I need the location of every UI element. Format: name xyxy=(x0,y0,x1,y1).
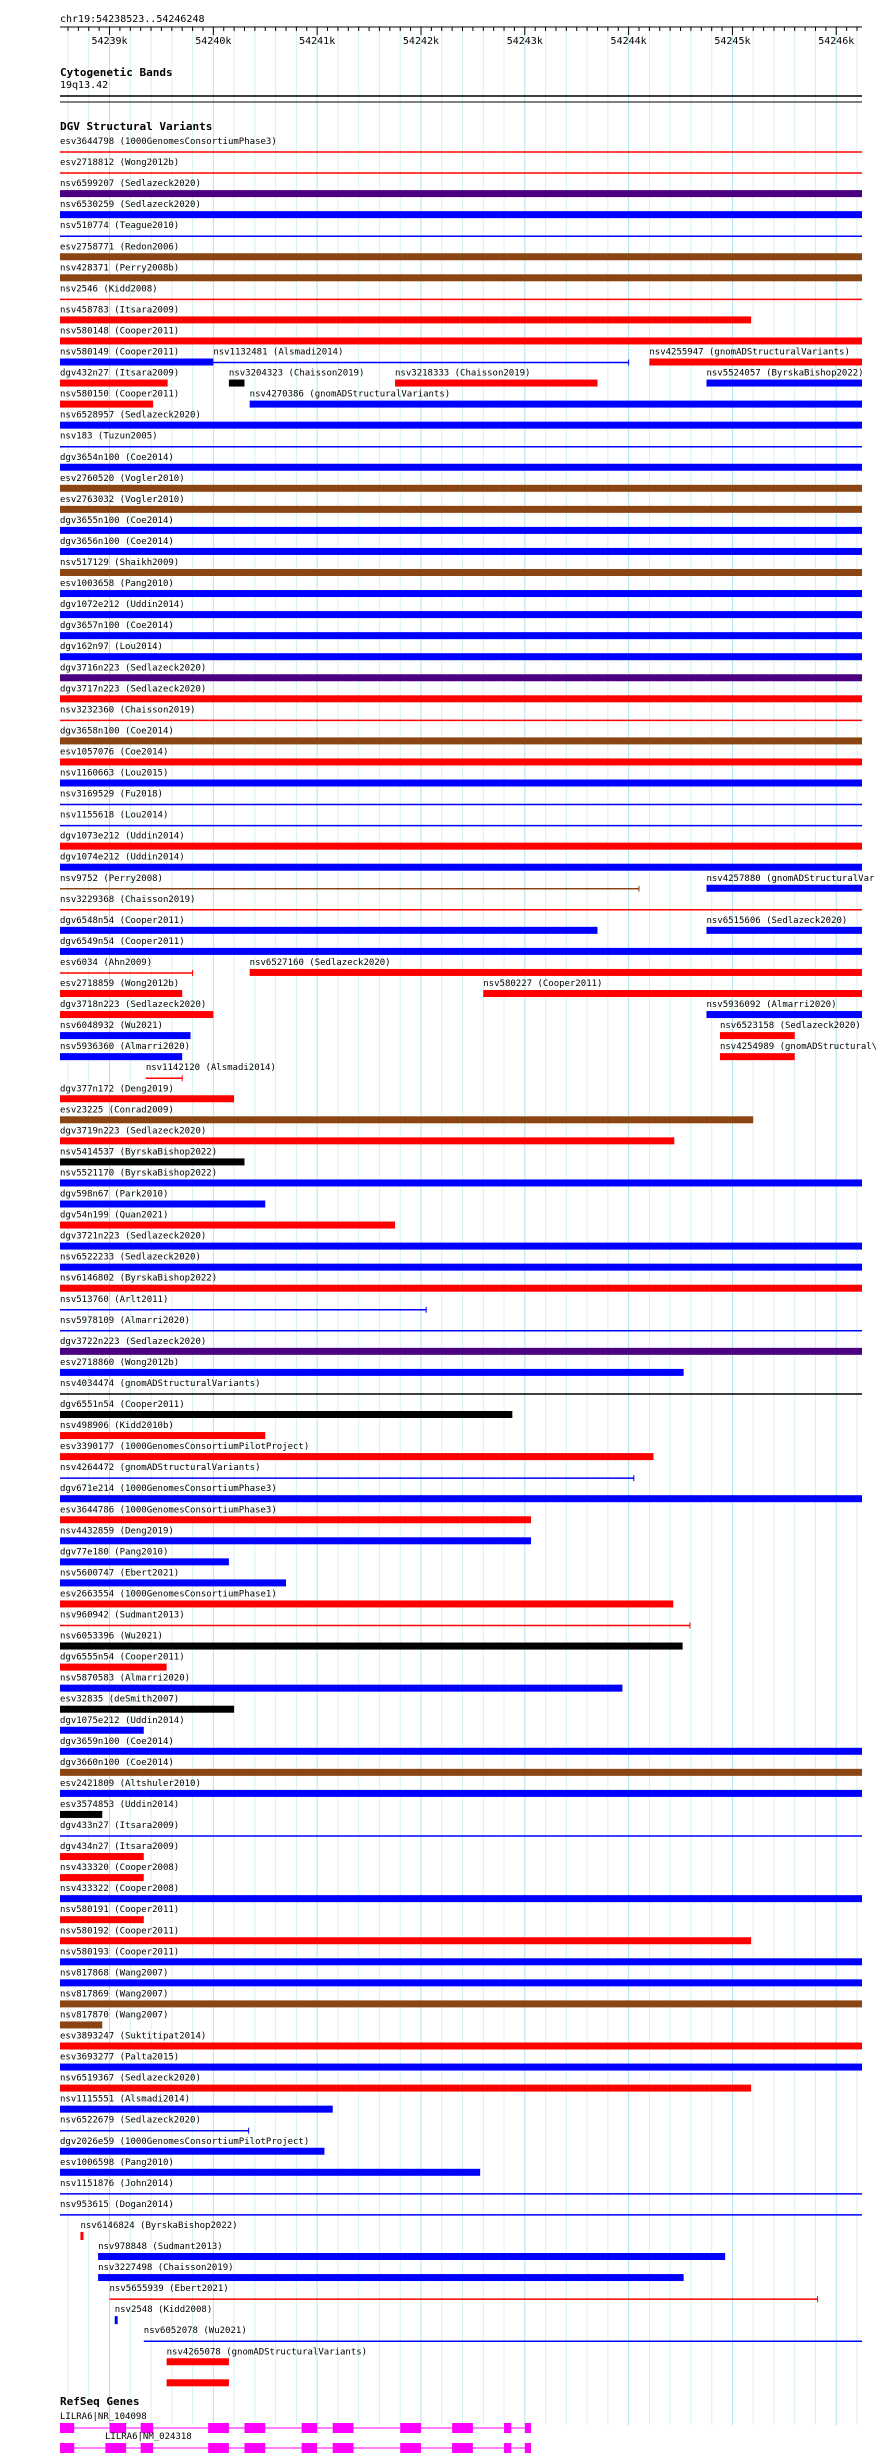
transcript-exon[interactable] xyxy=(452,2423,473,2433)
variant-feature[interactable] xyxy=(60,1158,244,1165)
variant-label[interactable]: nsv433322 (Cooper2008) xyxy=(60,1884,180,1895)
variant-feature[interactable] xyxy=(60,211,862,218)
variant-label[interactable]: esv1057076 (Coe2014) xyxy=(60,747,169,758)
variant-label[interactable]: nsv2546 (Kidd2008) xyxy=(60,284,158,295)
variant-feature[interactable] xyxy=(60,422,862,429)
variant-label[interactable]: nsv6522233 (Sedlazeck2020) xyxy=(60,1252,201,1263)
transcript-exon[interactable] xyxy=(333,2423,354,2433)
variant-feature[interactable] xyxy=(706,885,862,892)
variant-feature[interactable] xyxy=(60,1706,234,1713)
variant-label[interactable]: esv2718860 (Wong2012b) xyxy=(60,1357,180,1368)
variant-feature[interactable] xyxy=(706,380,862,387)
variant-label[interactable]: dgv3718n223 (Sedlazeck2020) xyxy=(60,1000,207,1011)
variant-label[interactable]: nsv6048932 (Wu2021) xyxy=(60,1021,163,1032)
variant-label[interactable]: nsv6519367 (Sedlazeck2020) xyxy=(60,2073,201,2084)
ruler-tick-label: 54243k xyxy=(506,36,543,47)
variant-label[interactable]: nsv3218333 (Chaisson2019) xyxy=(395,368,531,379)
variant-feature[interactable] xyxy=(60,1685,622,1692)
transcript-exon[interactable] xyxy=(525,2443,531,2453)
variant-feature[interactable] xyxy=(250,401,862,408)
variant-label[interactable]: nsv4254989 (gnomADStructural\ xyxy=(719,1042,878,1053)
variant-label[interactable]: esv2760520 (Vogler2010) xyxy=(60,473,185,484)
variant-feature[interactable] xyxy=(60,1179,862,1186)
variant-label[interactable]: nsv5870583 (Almarri2020) xyxy=(60,1673,191,1684)
variant-label[interactable]: dgv6555n54 (Cooper2011) xyxy=(60,1652,185,1663)
variant-label[interactable]: nsv3169529 (Fu2018) xyxy=(60,789,163,800)
variant-feature[interactable] xyxy=(60,927,597,934)
variant-feature[interactable] xyxy=(60,1790,862,1797)
variant-label[interactable]: dgv671e214 (1000GenomesConsortiumPhase3) xyxy=(60,1484,277,1495)
variant-label[interactable]: nsv6515606 (Sedlazeck2020) xyxy=(706,915,848,926)
variant-label[interactable]: nsv6523158 (Sedlazeck2020) xyxy=(719,1021,861,1032)
variant-label[interactable]: nsv817869 (Wang2007) xyxy=(60,1989,169,2000)
variant-label[interactable]: dgv3716n223 (Sedlazeck2020) xyxy=(60,663,207,674)
variant-label[interactable]: nsv433320 (Cooper2008) xyxy=(60,1863,180,1874)
variant-label[interactable]: esv6034 (Ahn2009) xyxy=(60,957,153,968)
variant-label[interactable]: nsv4270386 (gnomADStructuralVariants) xyxy=(249,389,451,400)
variant-label[interactable]: nsv517129 (Shaikh2009) xyxy=(60,558,180,568)
ruler-tick-label: 54242k xyxy=(402,36,440,47)
variant-label[interactable]: dgv1072e212 (Uddin2014) xyxy=(60,600,185,611)
variant-feature[interactable] xyxy=(60,569,862,576)
variant-feature[interactable] xyxy=(60,1285,862,1292)
variant-label[interactable]: nsv1151876 (John2014) xyxy=(60,2178,174,2189)
variant-label[interactable]: dgv3721n223 (Sedlazeck2020) xyxy=(60,1231,207,1242)
variant-feature[interactable] xyxy=(60,253,862,260)
variant-label[interactable]: nsv183 (Tuzun2005) xyxy=(60,431,158,442)
variant-feature[interactable] xyxy=(60,590,862,597)
variant-label[interactable]: esv2718812 (Wong2012b) xyxy=(60,158,180,169)
variant-feature[interactable] xyxy=(60,506,862,513)
variant-label[interactable]: nsv3204323 (Chaisson2019) xyxy=(228,368,365,379)
variant-label[interactable]: nsv6146824 (ByrskaBishop2022) xyxy=(80,2220,238,2231)
variant-label[interactable]: dgv3660n100 (Coe2014) xyxy=(60,1757,174,1768)
ruler-tick-label: 54244k xyxy=(610,36,647,47)
variant-label[interactable]: nsv6530259 (Sedlazeck2020) xyxy=(60,200,201,211)
variant-label[interactable]: nsv5600747 (Ebert2021) xyxy=(60,1568,180,1579)
variant-feature[interactable] xyxy=(60,1264,862,1271)
refseq-title: RefSeq Genes xyxy=(60,2395,140,2408)
variant-label[interactable]: nsv6527160 (Sedlazeck2020) xyxy=(249,957,391,968)
variant-label[interactable]: dgv1075e212 (Uddin2014) xyxy=(60,1715,185,1726)
variant-feature[interactable] xyxy=(60,1811,102,1818)
variant-label[interactable]: nsv428371 (Perry2008b) xyxy=(60,263,180,274)
variant-feature[interactable] xyxy=(60,1769,862,1776)
variant-label[interactable]: dgv6551n54 (Cooper2011) xyxy=(60,1400,185,1410)
variant-label[interactable]: nsv960942 (Sudmant2013) xyxy=(60,1610,185,1621)
variant-feature[interactable] xyxy=(60,1558,229,1565)
variant-feature[interactable] xyxy=(60,1895,862,1902)
variant-feature[interactable] xyxy=(60,2000,862,2007)
variant-label[interactable]: nsv3227498 (Chaisson2019) xyxy=(98,2263,234,2274)
variant-label[interactable]: nsv580227 (Cooper2011) xyxy=(483,979,603,989)
transcript-exon[interactable] xyxy=(525,2423,531,2433)
variant-label[interactable]: dgv6548n54 (Cooper2011) xyxy=(60,915,185,926)
variant-label[interactable]: nsv580148 (Cooper2011) xyxy=(60,326,180,337)
transcript-exon[interactable] xyxy=(60,2423,74,2433)
variant-feature[interactable] xyxy=(60,485,862,492)
variant-label[interactable]: esv2421809 (Altshuler2010) xyxy=(60,1778,201,1789)
variant-feature[interactable] xyxy=(80,2232,83,2240)
variant-label[interactable]: nsv4264472 (gnomADStructuralVariants) xyxy=(60,1463,261,1474)
transcript-exon[interactable] xyxy=(302,2423,318,2433)
dgv-title: DGV Structural Variants xyxy=(60,120,213,133)
variant-feature[interactable] xyxy=(60,1369,684,1376)
variant-label[interactable]: nsv510774 (Teague2010) xyxy=(60,221,180,232)
variant-feature[interactable] xyxy=(483,990,862,997)
variant-feature[interactable] xyxy=(60,316,751,323)
transcript-exon[interactable] xyxy=(244,2423,265,2433)
variant-label[interactable]: dgv6549n54 (Cooper2011) xyxy=(60,936,185,947)
variant-label[interactable]: nsv1155618 (Lou2014) xyxy=(60,810,169,821)
variant-feature[interactable] xyxy=(60,380,168,387)
variant-label[interactable]: nsv580192 (Cooper2011) xyxy=(60,1926,180,1937)
variant-label[interactable]: esv1006598 (Pang2010) xyxy=(60,2157,174,2168)
variant-label[interactable]: dgv1074e212 (Uddin2014) xyxy=(60,852,185,863)
transcript-exon[interactable] xyxy=(400,2443,421,2453)
variant-feature[interactable] xyxy=(60,674,862,681)
transcript-exon[interactable] xyxy=(208,2443,229,2453)
transcript-exon[interactable] xyxy=(302,2443,318,2453)
variant-feature[interactable] xyxy=(60,1011,213,1018)
variant-feature[interactable] xyxy=(60,1979,862,1986)
transcript-exon[interactable] xyxy=(452,2443,473,2453)
variant-feature[interactable] xyxy=(60,2106,333,2113)
variant-label[interactable]: nsv2548 (Kidd2008) xyxy=(114,2305,213,2316)
variant-label[interactable]: nsv1132481 (Alsmadi2014) xyxy=(213,347,344,358)
variant-feature[interactable] xyxy=(60,2064,862,2071)
variant-label[interactable]: nsv5414537 (ByrskaBishop2022) xyxy=(60,1147,218,1158)
variant-label[interactable]: nsv5524057 (ByrskaBishop2022) xyxy=(706,368,864,379)
variant-label[interactable]: nsv580193 (Cooper2011) xyxy=(60,1947,180,1958)
variant-label[interactable]: dgv77e180 (Pang2010) xyxy=(60,1547,169,1558)
variant-feature[interactable] xyxy=(60,1201,265,1208)
variant-label[interactable]: nsv1142120 (Alsmadi2014) xyxy=(145,1063,276,1074)
variant-feature[interactable] xyxy=(60,1137,674,1144)
variant-label[interactable]: esv32835 (deSmith2007) xyxy=(60,1694,180,1705)
variant-label[interactable]: nsv5655939 (Ebert2021) xyxy=(109,2284,229,2295)
transcript-exon[interactable] xyxy=(504,2443,511,2453)
variant-label[interactable]: nsv978848 (Sudmant2013) xyxy=(98,2242,223,2252)
variant-feature[interactable] xyxy=(60,2169,480,2176)
variant-feature[interactable] xyxy=(60,190,862,197)
variant-feature[interactable] xyxy=(60,1032,191,1039)
variant-label[interactable]: nsv458783 (Itsara2009) xyxy=(60,305,180,316)
variant-label[interactable]: nsv3229368 (Chaisson2019) xyxy=(60,894,196,905)
variant-feature[interactable] xyxy=(229,380,245,387)
variant-label[interactable]: dgv433n27 (Itsara2009) xyxy=(60,1821,180,1831)
region-label: chr19:54238523..54246248 xyxy=(60,14,205,25)
variant-feature[interactable] xyxy=(60,737,862,744)
variant-feature[interactable] xyxy=(60,359,213,366)
variant-feature[interactable] xyxy=(60,758,862,765)
variant-feature[interactable] xyxy=(250,969,862,976)
variant-feature[interactable] xyxy=(60,864,862,871)
transcript-exon[interactable] xyxy=(504,2423,511,2433)
variant-label[interactable]: nsv5936092 (Almarri2020) xyxy=(706,1000,837,1011)
variant-label[interactable]: esv3644798 (1000GenomesConsortiumPhase3) xyxy=(60,137,277,147)
variant-label[interactable]: dgv3717n223 (Sedlazeck2020) xyxy=(60,684,207,695)
variant-label[interactable]: dgv3719n223 (Sedlazeck2020) xyxy=(60,1126,207,1137)
variant-label[interactable]: nsv6522679 (Sedlazeck2020) xyxy=(60,2115,201,2126)
variant-label[interactable]: nsv6528957 (Sedlazeck2020) xyxy=(60,410,201,421)
variant-feature[interactable] xyxy=(60,1095,234,1102)
variant-feature[interactable] xyxy=(60,990,182,997)
variant-label[interactable]: nsv953615 (Dogan2014) xyxy=(60,2199,174,2210)
variant-feature[interactable] xyxy=(60,1495,862,1502)
transcript-label[interactable]: LILRA6|NR_104098 xyxy=(60,2412,147,2422)
variant-feature[interactable] xyxy=(60,1937,751,1944)
variant-feature[interactable] xyxy=(60,1748,862,1755)
variant-label[interactable]: esv2718859 (Wong2012b) xyxy=(60,979,180,989)
variant-label[interactable]: nsv1115551 (Alsmadi2014) xyxy=(60,2094,191,2105)
variant-label[interactable]: dgv54n199 (Quan2021) xyxy=(60,1210,169,1221)
variant-label[interactable]: nsv6599207 (Sedlazeck2020) xyxy=(60,179,201,190)
variant-label[interactable]: nsv4265078 (gnomADStructuralVariants) xyxy=(166,2347,368,2358)
variant-label[interactable]: nsv580149 (Cooper2011) xyxy=(60,347,180,358)
transcript-label[interactable]: LILRA6|NM_024318 xyxy=(105,2432,192,2442)
variant-label[interactable]: dgv3659n100 (Coe2014) xyxy=(60,1736,174,1747)
variant-feature[interactable] xyxy=(60,1116,753,1123)
variant-feature[interactable] xyxy=(60,337,862,344)
variant-label[interactable]: dgv2026e59 (1000GenomesConsortiumPilotProject) xyxy=(60,2136,310,2147)
variant-label[interactable]: dgv162n97 (Lou2014) xyxy=(60,642,163,653)
variant-feature[interactable] xyxy=(60,274,862,281)
variant-feature[interactable] xyxy=(98,2274,684,2281)
variant-feature[interactable] xyxy=(60,632,862,639)
variant-label[interactable]: nsv580150 (Cooper2011) xyxy=(60,389,180,400)
variant-label[interactable]: dgv598n67 (Park2010) xyxy=(60,1189,169,1200)
variant-label[interactable]: nsv817868 (Wang2007) xyxy=(60,1968,169,1979)
variant-label[interactable]: nsv1160663 (Lou2015) xyxy=(60,768,169,779)
variant-label[interactable]: esv3893247 (Suktitipat2014) xyxy=(60,2031,207,2042)
variant-label[interactable]: nsv580191 (Cooper2011) xyxy=(60,1905,180,1916)
variant-feature[interactable] xyxy=(60,1958,862,1965)
variant-label[interactable]: dgv3654n100 (Coe2014) xyxy=(60,452,174,463)
variant-feature[interactable] xyxy=(395,380,597,387)
ruler-tick-label: 54239k xyxy=(91,36,128,47)
variant-feature[interactable] xyxy=(60,653,862,660)
variant-label[interactable]: nsv5936360 (Almarri2020) xyxy=(60,1042,191,1053)
variant-feature[interactable] xyxy=(167,2358,229,2365)
variant-feature[interactable] xyxy=(60,1643,683,1650)
variant-feature[interactable] xyxy=(706,927,862,934)
variant-label[interactable]: nsv817870 (Wang2007) xyxy=(60,2010,169,2021)
variant-label[interactable]: dgv3658n100 (Coe2014) xyxy=(60,726,174,737)
variant-label[interactable]: nsv4432859 (Deng2019) xyxy=(60,1526,174,1537)
variant-feature[interactable] xyxy=(60,1874,144,1881)
variant-label[interactable]: nsv5978109 (Almarri2020) xyxy=(60,1315,191,1326)
variant-label[interactable]: nsv6053396 (Wu2021) xyxy=(60,1631,163,1642)
variant-feature[interactable] xyxy=(60,611,862,618)
variant-feature[interactable] xyxy=(60,1411,512,1418)
ruler-tick-label: 54245k xyxy=(714,36,751,47)
variant-feature[interactable] xyxy=(60,1664,167,1671)
variant-label[interactable]: nsv5521170 (ByrskaBishop2022) xyxy=(60,1168,218,1179)
variant-feature[interactable] xyxy=(60,695,862,702)
variant-label[interactable]: nsv498906 (Kidd2010b) xyxy=(60,1421,174,1432)
variant-label[interactable]: esv3390177 (1000GenomesConsortiumPilotProject) xyxy=(60,1442,310,1453)
ruler-tick-label: 54246k xyxy=(818,36,855,47)
variant-feature[interactable] xyxy=(60,1600,673,1607)
variant-feature[interactable] xyxy=(649,359,862,366)
transcript-exon[interactable] xyxy=(105,2443,126,2453)
variant-feature[interactable] xyxy=(706,1011,862,1018)
variant-label[interactable]: dgv3722n223 (Sedlazeck2020) xyxy=(60,1336,207,1347)
variant-label[interactable]: nsv6052078 (Wu2021) xyxy=(143,2326,247,2337)
variant-feature[interactable] xyxy=(60,1222,395,1229)
variant-feature[interactable] xyxy=(60,1432,265,1439)
variant-label[interactable]: nsv513760 (Arlt2011) xyxy=(60,1294,169,1305)
transcript-exon[interactable] xyxy=(333,2443,354,2453)
variant-feature[interactable] xyxy=(720,1053,795,1060)
variant-label[interactable]: dgv3656n100 (Coe2014) xyxy=(60,536,174,547)
ruler-tick-label: 54240k xyxy=(195,36,232,47)
variant-label[interactable]: esv2763032 (Vogler2010) xyxy=(60,494,185,505)
variant-feature[interactable] xyxy=(60,2021,102,2028)
variant-feature[interactable] xyxy=(60,1516,531,1523)
transcript-exon[interactable] xyxy=(244,2443,265,2453)
variant-feature[interactable] xyxy=(60,843,862,850)
variant-feature[interactable] xyxy=(115,2316,118,2324)
variant-label[interactable]: nsv4257880 (gnomADStructuralVar xyxy=(706,873,875,884)
variant-feature[interactable] xyxy=(167,2379,229,2386)
variant-feature[interactable] xyxy=(98,2253,725,2260)
variant-feature[interactable] xyxy=(60,527,862,534)
variant-label[interactable]: dgv1073e212 (Uddin2014) xyxy=(60,831,185,842)
variant-label[interactable]: esv3693277 (Palta2015) xyxy=(60,2052,180,2063)
variant-label[interactable]: esv3644786 (1000GenomesConsortiumPhase3) xyxy=(60,1505,277,1516)
variant-feature[interactable] xyxy=(60,548,862,555)
variant-label[interactable]: nsv4034474 (gnomADStructuralVariants) xyxy=(60,1378,261,1389)
variant-label[interactable]: dgv3657n100 (Coe2014) xyxy=(60,621,174,632)
transcript-exon[interactable] xyxy=(400,2423,421,2433)
variant-label[interactable]: nsv9752 (Perry2008) xyxy=(60,873,163,884)
variant-feature[interactable] xyxy=(60,1053,182,1060)
variant-label[interactable]: dgv432n27 (Itsara2009) xyxy=(60,368,180,379)
variant-feature[interactable] xyxy=(60,1243,862,1250)
variant-feature[interactable] xyxy=(60,1916,144,1923)
variant-feature[interactable] xyxy=(60,401,153,408)
variant-label[interactable]: nsv3232360 (Chaisson2019) xyxy=(60,705,196,716)
variant-feature[interactable] xyxy=(720,1032,795,1039)
variant-label[interactable]: esv23225 (Conrad2009) xyxy=(60,1105,174,1116)
variant-feature[interactable] xyxy=(60,780,862,787)
ruler-tick-label: 54241k xyxy=(299,36,336,47)
variant-label[interactable]: esv1003658 (Pang2010) xyxy=(60,579,174,590)
variant-feature[interactable] xyxy=(60,2043,862,2050)
transcript-exon[interactable] xyxy=(208,2423,229,2433)
cytoband-name: 19q13.42 xyxy=(60,80,109,91)
variant-feature[interactable] xyxy=(60,1853,144,1860)
variant-feature[interactable] xyxy=(60,1537,531,1544)
transcript-exon[interactable] xyxy=(141,2443,153,2453)
variant-label[interactable]: nsv4255947 (gnomADStructuralVariants) xyxy=(649,347,850,358)
variant-label[interactable]: dgv434n27 (Itsara2009) xyxy=(60,1842,180,1853)
variant-label[interactable]: esv2758771 (Redon2006) xyxy=(60,242,180,253)
variant-feature[interactable] xyxy=(60,948,862,955)
variant-feature[interactable] xyxy=(60,1453,654,1460)
variant-feature[interactable] xyxy=(60,1579,286,1586)
variant-label[interactable]: esv2663554 (1000GenomesConsortiumPhase1) xyxy=(60,1589,277,1600)
variant-feature[interactable] xyxy=(60,2148,324,2155)
variant-feature[interactable] xyxy=(60,464,862,471)
transcript-exon[interactable] xyxy=(60,2443,74,2453)
variant-feature[interactable] xyxy=(60,1727,144,1734)
variant-label[interactable]: esv3574853 (Uddin2014) xyxy=(60,1799,180,1810)
variant-label[interactable]: nsv6146802 (ByrskaBishop2022) xyxy=(60,1273,218,1284)
variant-feature[interactable] xyxy=(60,2085,751,2092)
variant-label[interactable]: dgv377n172 (Deng2019) xyxy=(60,1084,174,1095)
cytoband-title: Cytogenetic Bands xyxy=(60,66,173,79)
variant-label[interactable]: dgv3655n100 (Coe2014) xyxy=(60,515,174,526)
variant-feature[interactable] xyxy=(60,1348,862,1355)
